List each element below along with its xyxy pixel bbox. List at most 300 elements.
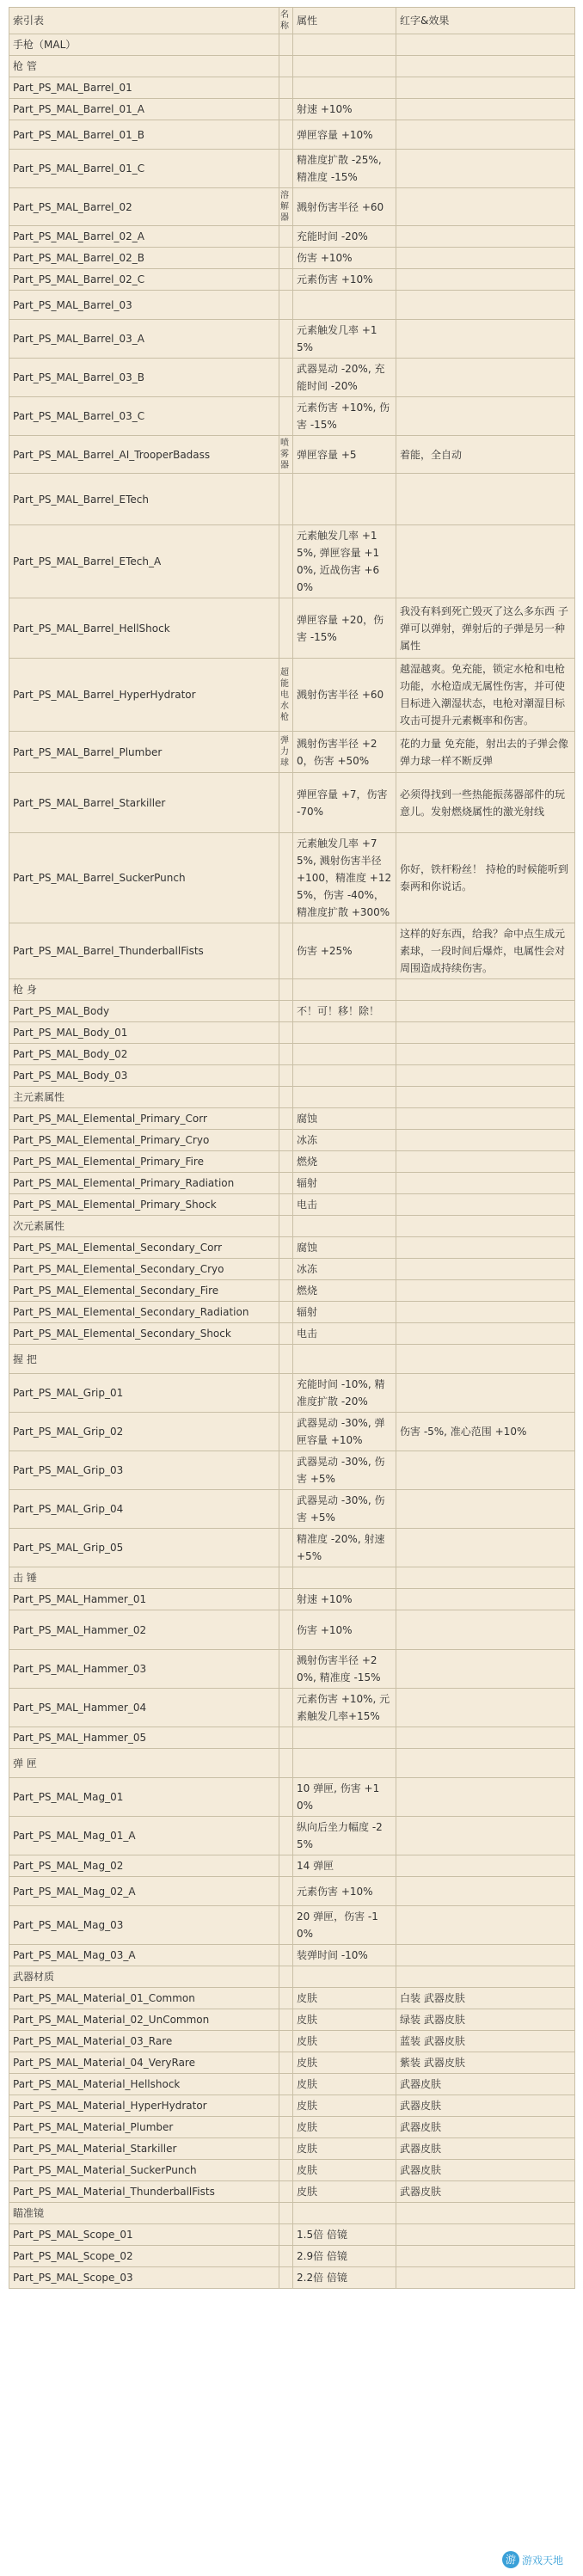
- part-effect-cell: [396, 1778, 575, 1817]
- part-name-cell: [279, 1589, 293, 1610]
- part-effect-cell: [396, 1650, 575, 1689]
- part-effect-cell: 这样的好东西，给我？命中点生成元素球，一段时间后爆炸，电属性会对周围造成持续伤害。: [396, 923, 575, 979]
- part-effect-cell: [396, 291, 575, 320]
- part-attribute-cell: 皮肤: [293, 2031, 396, 2052]
- part-attribute-cell: [293, 979, 396, 1001]
- section-row: [9, 1749, 575, 1778]
- part-index-cell: Part_PS_MAL_Mag_02_A: [9, 1877, 279, 1906]
- part-index-cell: Part_PS_MAL_Elemental_Secondary_Cryo: [9, 1259, 279, 1280]
- part-name-cell: [279, 1529, 293, 1567]
- part-attribute-cell: 燃烧: [293, 1151, 396, 1173]
- part-name-cell: [279, 1689, 293, 1727]
- part-index-cell: Part_PS_MAL_Barrel_HellShock: [9, 598, 279, 659]
- table-row: [9, 188, 575, 226]
- part-name-cell: [279, 1451, 293, 1490]
- part-attribute-cell: 皮肤: [293, 2138, 396, 2160]
- part-effect-cell: 你好，铁杆粉丝！ 持枪的时候能听到泰两和你说话。: [396, 833, 575, 923]
- part-name-cell: [279, 2160, 293, 2181]
- part-effect-cell: [396, 1022, 575, 1044]
- part-name-cell: [279, 1610, 293, 1650]
- part-effect-cell: [396, 1529, 575, 1567]
- part-index-cell: Part_PS_MAL_Barrel_Plumber: [9, 732, 279, 773]
- part-index-cell: Part_PS_MAL_Barrel_ETech_A: [9, 525, 279, 598]
- part-name-cell: [279, 1044, 293, 1065]
- part-effect-cell: [396, 1689, 575, 1727]
- part-index-cell: Part_PS_MAL_Hammer_03: [9, 1650, 279, 1689]
- part-name-cell: [279, 2138, 293, 2160]
- part-name-cell: [279, 833, 293, 923]
- table-row: [9, 1988, 575, 2009]
- part-attribute-cell: [293, 1044, 396, 1065]
- table-row: [9, 525, 575, 598]
- part-attribute-cell: [293, 1749, 396, 1778]
- part-name-cell: [279, 1151, 293, 1173]
- part-index-cell: Part_PS_MAL_Barrel_AI_TrooperBadass: [9, 436, 279, 474]
- part-name-cell: [279, 291, 293, 320]
- table-row: [9, 2117, 575, 2138]
- part-effect-cell: 花的力量 免充能，射出去的子弹会像弹力球一样不断反弹: [396, 732, 575, 773]
- part-name-cell: [279, 1490, 293, 1529]
- part-attribute-cell: 辐射: [293, 1302, 396, 1323]
- part-effect-cell: 武器皮肤: [396, 2160, 575, 2181]
- table-row: [9, 150, 575, 188]
- part-effect-cell: [396, 150, 575, 188]
- part-index-cell: Part_PS_MAL_Elemental_Primary_Corr: [9, 1108, 279, 1130]
- part-effect-cell: [396, 979, 575, 1001]
- part-attribute-cell: 皮肤: [293, 2095, 396, 2117]
- section-row: [9, 1087, 575, 1108]
- part-effect-cell: [396, 269, 575, 291]
- site-logo-icon: 游: [502, 2551, 519, 2568]
- table-row: [9, 1323, 575, 1345]
- part-name-cell: 超能电水枪: [279, 659, 293, 732]
- part-effect-cell: [396, 1001, 575, 1022]
- part-index-cell: Part_PS_MAL_Hammer_05: [9, 1727, 279, 1749]
- part-effect-cell: [396, 99, 575, 120]
- part-index-cell: Part_PS_MAL_Mag_03_A: [9, 1945, 279, 1966]
- table-row: [9, 2160, 575, 2181]
- part-name-cell: [279, 2117, 293, 2138]
- part-effect-cell: [396, 1237, 575, 1259]
- part-index-cell: Part_PS_MAL_Barrel_01_A: [9, 99, 279, 120]
- part-name-cell: [279, 1065, 293, 1087]
- part-effect-cell: [396, 120, 575, 150]
- part-name-cell: [279, 525, 293, 598]
- table-row: [9, 1413, 575, 1451]
- part-index-cell: 握 把: [9, 1345, 279, 1374]
- part-attribute-cell: 1.5倍 倍镜: [293, 2224, 396, 2246]
- part-attribute-cell: 精准度 -20%, 射速 +5%: [293, 1529, 396, 1567]
- part-attribute-cell: 冰冻: [293, 1130, 396, 1151]
- part-attribute-cell: [293, 1727, 396, 1749]
- part-name-cell: [279, 2224, 293, 2246]
- table-row: [9, 1259, 575, 1280]
- part-attribute-cell: 元素触发几率 +15%: [293, 320, 396, 359]
- part-name-cell: [279, 979, 293, 1001]
- part-attribute-cell: 电击: [293, 1194, 396, 1216]
- column-header: 名称: [279, 8, 293, 34]
- part-attribute-cell: 溅射伤害半径 +60: [293, 188, 396, 226]
- part-index-cell: Part_PS_MAL_Material_Hellshock: [9, 2074, 279, 2095]
- part-attribute-cell: [293, 34, 396, 56]
- part-index-cell: Part_PS_MAL_Grip_02: [9, 1413, 279, 1451]
- part-effect-cell: [396, 248, 575, 269]
- part-effect-cell: [396, 1280, 575, 1302]
- part-name-cell: [279, 923, 293, 979]
- part-index-cell: Part_PS_MAL_Elemental_Secondary_Fire: [9, 1280, 279, 1302]
- part-name-cell: [279, 1567, 293, 1589]
- part-effect-cell: [396, 1108, 575, 1130]
- table-row: [9, 2138, 575, 2160]
- part-attribute-cell: [293, 1567, 396, 1589]
- part-attribute-cell: 皮肤: [293, 2074, 396, 2095]
- part-name-cell: [279, 248, 293, 269]
- part-name-cell: [279, 150, 293, 188]
- table-row: [9, 1490, 575, 1529]
- column-header: 索引表: [9, 8, 279, 34]
- part-effect-cell: [396, 1817, 575, 1855]
- part-attribute-cell: 元素伤害 +10%: [293, 1877, 396, 1906]
- part-index-cell: Part_PS_MAL_Barrel_01: [9, 77, 279, 99]
- part-attribute-cell: [293, 1022, 396, 1044]
- part-effect-cell: [396, 2203, 575, 2224]
- part-index-cell: Part_PS_MAL_Material_02_UnCommon: [9, 2009, 279, 2031]
- part-index-cell: Part_PS_MAL_Barrel_03_B: [9, 359, 279, 397]
- part-index-cell: Part_PS_MAL_Body_03: [9, 1065, 279, 1087]
- table-row: [9, 1589, 575, 1610]
- table-row: [9, 1022, 575, 1044]
- part-attribute-cell: [293, 1216, 396, 1237]
- part-index-cell: Part_PS_MAL_Material_ThunderballFists: [9, 2181, 279, 2203]
- part-attribute-cell: 武器晃动 -20%, 充能时间 -20%: [293, 359, 396, 397]
- table-row: [9, 732, 575, 773]
- table-row: [9, 397, 575, 436]
- part-attribute-cell: 皮肤: [293, 2009, 396, 2031]
- part-index-cell: Part_PS_MAL_Material_SuckerPunch: [9, 2160, 279, 2181]
- table-row: [9, 269, 575, 291]
- table-row: [9, 2267, 575, 2289]
- part-effect-cell: 伤害 -5%, 准心范围 +10%: [396, 1413, 575, 1451]
- part-effect-cell: 武器皮肤: [396, 2117, 575, 2138]
- part-effect-cell: [396, 1065, 575, 1087]
- table-row: [9, 923, 575, 979]
- part-index-cell: Part_PS_MAL_Material_Starkiller: [9, 2138, 279, 2160]
- part-index-cell: Part_PS_MAL_Elemental_Primary_Fire: [9, 1151, 279, 1173]
- part-index-cell: Part_PS_MAL_Elemental_Secondary_Radiation: [9, 1302, 279, 1323]
- part-effect-cell: [396, 397, 575, 436]
- part-index-cell: Part_PS_MAL_Material_01_Common: [9, 1988, 279, 2009]
- part-index-cell: Part_PS_MAL_Barrel_03_A: [9, 320, 279, 359]
- parts-table: [9, 7, 575, 2289]
- part-effect-cell: [396, 34, 575, 56]
- part-attribute-cell: 冰冻: [293, 1259, 396, 1280]
- part-index-cell: Part_PS_MAL_Barrel_01_B: [9, 120, 279, 150]
- part-index-cell: Part_PS_MAL_Barrel_02_C: [9, 269, 279, 291]
- table-row: [9, 1130, 575, 1151]
- table-row: [9, 2246, 575, 2267]
- part-effect-cell: [396, 1749, 575, 1778]
- table-row: [9, 1650, 575, 1689]
- table-row: [9, 1374, 575, 1413]
- part-effect-cell: 蓝装 武器皮肤: [396, 2031, 575, 2052]
- part-name-cell: [279, 2181, 293, 2203]
- part-index-cell: Part_PS_MAL_Grip_03: [9, 1451, 279, 1490]
- table-row: [9, 1610, 575, 1650]
- part-attribute-cell: 弹匣容量 +20，伤害 -15%: [293, 598, 396, 659]
- part-effect-cell: [396, 2246, 575, 2267]
- section-row: [9, 1966, 575, 1988]
- part-effect-cell: [396, 1151, 575, 1173]
- part-index-cell: Part_PS_MAL_Mag_01: [9, 1778, 279, 1817]
- table-row: [9, 773, 575, 833]
- part-index-cell: 武器材质: [9, 1966, 279, 1988]
- part-effect-cell: [396, 1589, 575, 1610]
- part-index-cell: Part_PS_MAL_Barrel_ThunderballFists: [9, 923, 279, 979]
- part-attribute-cell: 弹匣容量 +7，伤害 -70%: [293, 773, 396, 833]
- part-effect-cell: 武器皮肤: [396, 2074, 575, 2095]
- part-attribute-cell: 皮肤: [293, 2117, 396, 2138]
- table-row: [9, 77, 575, 99]
- part-index-cell: Part_PS_MAL_Scope_02: [9, 2246, 279, 2267]
- part-effect-cell: [396, 1130, 575, 1151]
- part-name-cell: [279, 34, 293, 56]
- part-index-cell: Part_PS_MAL_Grip_05: [9, 1529, 279, 1567]
- part-index-cell: Part_PS_MAL_Elemental_Secondary_Corr: [9, 1237, 279, 1259]
- part-name-cell: [279, 1650, 293, 1689]
- part-attribute-cell: 充能时间 -20%: [293, 226, 396, 248]
- part-name-cell: [279, 120, 293, 150]
- table-row: [9, 248, 575, 269]
- part-effect-cell: [396, 1855, 575, 1877]
- part-name-cell: [279, 1130, 293, 1151]
- part-name-cell: [279, 269, 293, 291]
- column-header: 红字&效果: [396, 8, 575, 34]
- part-name-cell: [279, 359, 293, 397]
- part-effect-cell: [396, 1173, 575, 1194]
- part-name-cell: [279, 1749, 293, 1778]
- part-index-cell: Part_PS_MAL_Scope_01: [9, 2224, 279, 2246]
- part-index-cell: Part_PS_MAL_Material_Plumber: [9, 2117, 279, 2138]
- part-index-cell: Part_PS_MAL_Elemental_Primary_Radiation: [9, 1173, 279, 1194]
- part-name-cell: [279, 2203, 293, 2224]
- part-attribute-cell: 弹匣容量 +10%: [293, 120, 396, 150]
- part-attribute-cell: 腐蚀: [293, 1108, 396, 1130]
- part-attribute-cell: 纵向后坐力幅度 -25%: [293, 1817, 396, 1855]
- section-row: [9, 1345, 575, 1374]
- part-name-cell: [279, 1194, 293, 1216]
- part-effect-cell: [396, 1877, 575, 1906]
- part-name-cell: [279, 77, 293, 99]
- table-row: [9, 1945, 575, 1966]
- part-name-cell: [279, 2074, 293, 2095]
- part-attribute-cell: [293, 474, 396, 525]
- part-effect-cell: [396, 1087, 575, 1108]
- part-effect-cell: [396, 1906, 575, 1945]
- part-effect-cell: [396, 1323, 575, 1345]
- part-index-cell: Part_PS_MAL_Barrel_Starkiller: [9, 773, 279, 833]
- part-effect-cell: [396, 56, 575, 77]
- part-effect-cell: [396, 474, 575, 525]
- part-index-cell: Part_PS_MAL_Body: [9, 1001, 279, 1022]
- part-attribute-cell: 武器晃动 -30%, 弹匣容量 +10%: [293, 1413, 396, 1451]
- column-header: 属性: [293, 8, 396, 34]
- part-name-cell: [279, 1817, 293, 1855]
- part-name-cell: [279, 1216, 293, 1237]
- section-row: [9, 1216, 575, 1237]
- part-name-cell: [279, 1302, 293, 1323]
- part-attribute-cell: 射速 +10%: [293, 1589, 396, 1610]
- part-attribute-cell: 皮肤: [293, 2181, 396, 2203]
- part-name-cell: [279, 2095, 293, 2117]
- part-attribute-cell: 燃烧: [293, 1280, 396, 1302]
- part-effect-cell: [396, 188, 575, 226]
- part-index-cell: Part_PS_MAL_Elemental_Primary_Shock: [9, 1194, 279, 1216]
- part-name-cell: 弹力球: [279, 732, 293, 773]
- part-name-cell: [279, 1087, 293, 1108]
- part-name-cell: [279, 1108, 293, 1130]
- header-row: [9, 8, 575, 34]
- part-attribute-cell: 辐射: [293, 1173, 396, 1194]
- table-row: [9, 1237, 575, 1259]
- table-row: [9, 359, 575, 397]
- part-effect-cell: [396, 2267, 575, 2289]
- part-index-cell: Part_PS_MAL_Scope_03: [9, 2267, 279, 2289]
- part-effect-cell: [396, 1490, 575, 1529]
- part-index-cell: Part_PS_MAL_Barrel_03: [9, 291, 279, 320]
- part-attribute-cell: 充能时间 -10%, 精准度扩散 -20%: [293, 1374, 396, 1413]
- part-effect-cell: 越湿越爽。免充能，锁定水枪和电枪功能，水枪造成无属性伤害，并可使目标进入潮湿状态，电枪对潮湿目标攻击可提升元素概率和伤害。: [396, 659, 575, 732]
- part-effect-cell: [396, 1259, 575, 1280]
- part-effect-cell: 武器皮肤: [396, 2181, 575, 2203]
- part-attribute-cell: 皮肤: [293, 1988, 396, 2009]
- table-row: [9, 1302, 575, 1323]
- part-name-cell: [279, 2267, 293, 2289]
- part-effect-cell: 着能，全自动: [396, 436, 575, 474]
- part-index-cell: Part_PS_MAL_Elemental_Secondary_Shock: [9, 1323, 279, 1345]
- part-name-cell: 喷雾器: [279, 436, 293, 474]
- part-effect-cell: 我没有料到死亡毁灭了这么多东西 子弹可以弹射，弹射后的子弹是另一种属性: [396, 598, 575, 659]
- part-effect-cell: 武器皮肤: [396, 2095, 575, 2117]
- part-name-cell: [279, 1022, 293, 1044]
- part-effect-cell: [396, 1610, 575, 1650]
- part-effect-cell: [396, 1345, 575, 1374]
- part-name-cell: [279, 2246, 293, 2267]
- part-attribute-cell: 武器晃动 -30%, 伤害 +5%: [293, 1490, 396, 1529]
- part-attribute-cell: 腐蚀: [293, 1237, 396, 1259]
- part-attribute-cell: [293, 291, 396, 320]
- part-name-cell: [279, 1280, 293, 1302]
- table-row: [9, 1044, 575, 1065]
- part-name-cell: [279, 1988, 293, 2009]
- part-index-cell: 主元素属性: [9, 1087, 279, 1108]
- part-index-cell: Part_PS_MAL_Barrel_01_C: [9, 150, 279, 188]
- table-row: [9, 1173, 575, 1194]
- part-index-cell: Part_PS_MAL_Hammer_02: [9, 1610, 279, 1650]
- table-row: [9, 2095, 575, 2117]
- part-name-cell: [279, 1001, 293, 1022]
- table-row: [9, 436, 575, 474]
- part-index-cell: Part_PS_MAL_Body_01: [9, 1022, 279, 1044]
- part-index-cell: Part_PS_MAL_Barrel_HyperHydrator: [9, 659, 279, 732]
- table-row: [9, 120, 575, 150]
- part-attribute-cell: 元素触发几率 +75%, 溅射伤害半径 +100，精准度 +125%，伤害 -40%，精准度扩散 +300%: [293, 833, 396, 923]
- part-index-cell: Part_PS_MAL_Hammer_04: [9, 1689, 279, 1727]
- table-row: [9, 1855, 575, 1877]
- part-name-cell: [279, 226, 293, 248]
- part-attribute-cell: 装弹时间 -10%: [293, 1945, 396, 1966]
- part-name-cell: [279, 1877, 293, 1906]
- table-row: [9, 2009, 575, 2031]
- part-effect-cell: 紫装 武器皮肤: [396, 2052, 575, 2074]
- part-index-cell: Part_PS_MAL_Barrel_03_C: [9, 397, 279, 436]
- table-row: [9, 291, 575, 320]
- part-index-cell: Part_PS_MAL_Material_HyperHydrator: [9, 2095, 279, 2117]
- table-row: [9, 1817, 575, 1855]
- part-name-cell: [279, 1173, 293, 1194]
- part-index-cell: 瞄准镜: [9, 2203, 279, 2224]
- part-index-cell: Part_PS_MAL_Barrel_SuckerPunch: [9, 833, 279, 923]
- part-effect-cell: [396, 1966, 575, 1988]
- part-name-cell: [279, 474, 293, 525]
- part-index-cell: Part_PS_MAL_Grip_04: [9, 1490, 279, 1529]
- part-index-cell: Part_PS_MAL_Elemental_Primary_Cryo: [9, 1130, 279, 1151]
- part-attribute-cell: 精准度扩散 -25%, 精准度 -15%: [293, 150, 396, 188]
- part-effect-cell: [396, 1727, 575, 1749]
- table-row: [9, 1194, 575, 1216]
- part-index-cell: Part_PS_MAL_Material_03_Rare: [9, 2031, 279, 2052]
- part-index-cell: Part_PS_MAL_Hammer_01: [9, 1589, 279, 1610]
- part-name-cell: [279, 773, 293, 833]
- table-row: [9, 598, 575, 659]
- part-name-cell: [279, 1945, 293, 1966]
- part-attribute-cell: 2.9倍 倍镜: [293, 2246, 396, 2267]
- part-attribute-cell: [293, 56, 396, 77]
- part-effect-cell: [396, 1044, 575, 1065]
- part-name-cell: [279, 1966, 293, 1988]
- part-attribute-cell: 溅射伤害半径 +60: [293, 659, 396, 732]
- table-row: [9, 320, 575, 359]
- table-row: [9, 1151, 575, 1173]
- part-attribute-cell: 元素触发几率 +15%, 弹匣容量 +10%, 近战伤害 +60%: [293, 525, 396, 598]
- part-effect-cell: [396, 320, 575, 359]
- part-name-cell: [279, 1413, 293, 1451]
- part-attribute-cell: 皮肤: [293, 2052, 396, 2074]
- part-attribute-cell: [293, 2203, 396, 2224]
- part-attribute-cell: 伤害 +25%: [293, 923, 396, 979]
- part-attribute-cell: 弹匣容量 +5: [293, 436, 396, 474]
- part-attribute-cell: [293, 1087, 396, 1108]
- part-effect-cell: 必须得找到一些热能振荡器部件的玩意儿。发射燃烧属性的激光射线: [396, 773, 575, 833]
- part-index-cell: Part_PS_MAL_Barrel_02_A: [9, 226, 279, 248]
- part-index-cell: Part_PS_MAL_Material_04_VeryRare: [9, 2052, 279, 2074]
- table-row: [9, 1001, 575, 1022]
- table-row: [9, 1727, 575, 1749]
- part-attribute-cell: 元素伤害 +10%, 元素触发几率+15%: [293, 1689, 396, 1727]
- part-name-cell: [279, 2009, 293, 2031]
- part-attribute-cell: 元素伤害 +10%, 伤害 -15%: [293, 397, 396, 436]
- table-row: [9, 1108, 575, 1130]
- part-name-cell: [279, 99, 293, 120]
- part-index-cell: Part_PS_MAL_Mag_02: [9, 1855, 279, 1877]
- table-row: [9, 226, 575, 248]
- part-name-cell: [279, 56, 293, 77]
- section-row: [9, 2203, 575, 2224]
- table-row: [9, 1689, 575, 1727]
- table-row: [9, 1529, 575, 1567]
- part-name-cell: [279, 1855, 293, 1877]
- part-attribute-cell: 2.2倍 倍镜: [293, 2267, 396, 2289]
- part-effect-cell: [396, 1216, 575, 1237]
